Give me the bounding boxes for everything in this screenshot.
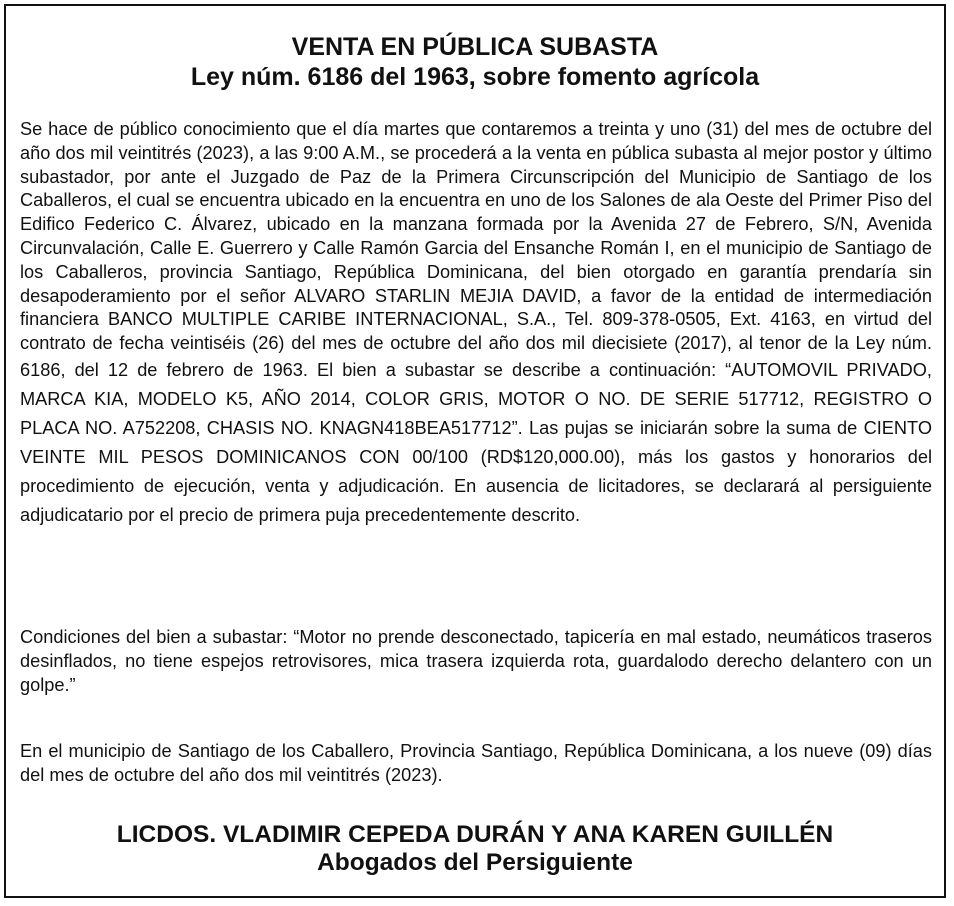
auction-announcement-paragraph bbox=[20, 118, 932, 530]
vehicle-description-text: describe a continuación: “AUTOMOVIL PRIVADO, MARCA KIA, MODELO K5, AÑO 2014, COLOR GRIS, MOTOR O NO. DE SERIE 517712, REGISTRO O PLACA NO. A752208, CHASIS NO. KNAGN418BEA517712”. Las pujas se iniciarán sobre la suma de CIENTO VEINTE MIL PESOS DOMINICANOS CON 00/100 (RD$120,000.00), más los gastos y honorarios del procedimiento de ejecución, venta y adjudicación. En ausencia de licitadores, se declarará al persiguiente adjudicatario por el precio de primera puja precedentemente descrito. bbox=[20, 359, 932, 525]
notice-signature bbox=[6, 821, 944, 877]
notice-title: VENTA EN PÚBLICA SUBASTA bbox=[291, 33, 659, 61]
notice-subtitle: Ley núm. 6186 del 1963, sobre fomento agrícola bbox=[190, 63, 760, 91]
signatories-names: LICDOS. VLADIMIR CEPEDA DURÁN Y ANA KAREN GUILLÉN bbox=[116, 821, 834, 848]
place-date-paragraph: En el municipio de Santiago de los Caballero, Provincia Santiago, República Dominicana, a los nueve (09) días del mes de octubre del año dos mil veintitrés (2023). bbox=[20, 741, 932, 785]
legal-notice-frame bbox=[4, 4, 946, 898]
notice-header bbox=[6, 32, 944, 92]
signatories-role: Abogados del Persiguiente bbox=[317, 849, 633, 876]
vehicle-conditions-paragraph: Condiciones del bien a subastar: “Motor no prende desconectado, tapicería en mal estado, neumáticos traseros desinflados, no tiene espejos retrovisores, mica trasera izquierda rota, guardalodo derecho delantero con un golpe.” bbox=[20, 627, 932, 695]
announcement-text: Se hace de público conocimiento que el día martes que contaremos a treinta y uno (31) del mes de octubre del año dos mil veintitrés (2023), a las 9:00 A.M., se procederá a la venta en pública subasta al mejor postor y último subastador, por ante el Juzgado de Paz de la Primera Circunscripción del Municipio de Santiago de los Caballeros, el cual se encuentra ubicado en la encuentra en uno de los Salones de ala Oeste del Primer Piso del Edifico Federico C. Álvarez, ubicado en la manzana formada por la Avenida 27 de Febrero, S/N, Avenida Circunvalación, Calle E. Guerrero y Calle Ramón Garcia del Ensanche Román I, en el municipio de Santiago de los Caballeros, provincia Santiago, República Dominicana, del bien otorgado en garantía prendaría sin desapoderamiento por el señor ALVARO STARLIN MEJIA DAVID, a favor de la entidad de intermediación financiera BANCO MULTIPLE CARIBE INTERNACIONAL, S.A., Tel. 809-378-0505, Ext. 4163, en virtud del contrato de fecha veintiséis (26) del mes de octubre del año dos mil diecisiete (2017), al tenor de la Ley núm. 6186, del 12 de febrero de 1963. El bien a subastar se bbox=[20, 119, 932, 380]
